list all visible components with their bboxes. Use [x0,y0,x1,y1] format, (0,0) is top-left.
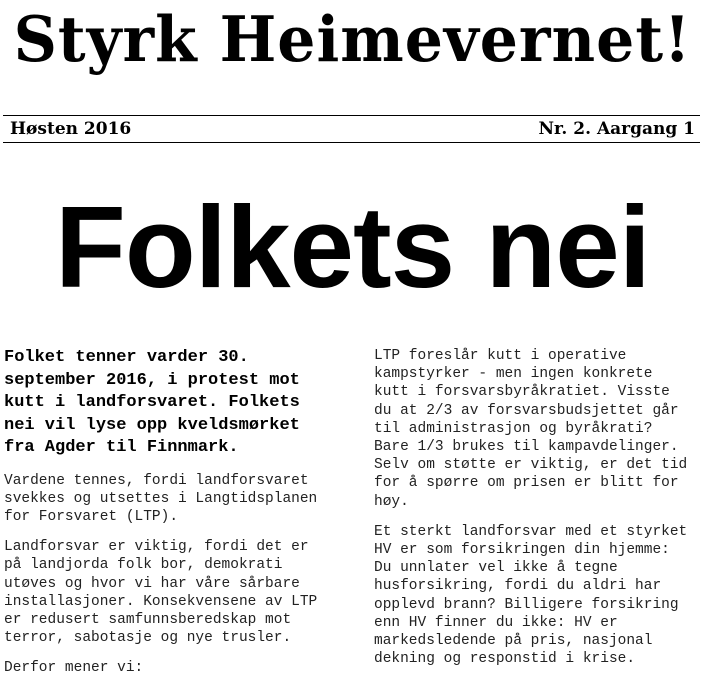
article-column-left [4,347,334,690]
article-column-right [374,347,694,680]
masthead-rule-top [3,115,700,116]
headline: Folkets nei [55,182,650,312]
issue-season: Høsten 2016 [10,119,132,139]
article-paragraph: Vardene tennes, fordi landforsvaret svekkes og utsettes i Langtidsplanen for Forsvaret (LTP). [4,472,318,525]
masthead-title: Styrk Heimevernet! [13,3,692,77]
article-paragraph: Derfor mener vi: [4,660,144,677]
article-lead: Folket tenner varder 30. september 2016, i protest mot kutt i landforsvaret. Folkets nei vil lyse opp kveldsmørket fra Agder til Finnmark. [4,348,300,457]
masthead-rule-bottom [3,142,700,143]
issue-number: Nr. 2. Aargang 1 [538,119,695,139]
article-paragraph: LTP foreslår kutt i operative kampstyrker - men ingen konkrete kutt i forsvarsbyråkratiet. Visste du at 2/3 av forsvarsbudsjettet går til administrasjon og byråkrati? Bare 1/3 brukes til kampavdelinger. Selv om støtte er viktig, er det tid for å spørre om prisen er blitt for høy. [374,348,688,510]
issue-bar [10,117,695,141]
article-paragraph: Et sterkt landforsvar med et styrket HV er som forsikringen din hjemme: Du unnlater vel ikke å tegne husforsikring, fordi du aldri har opplevd brann? Billigere forsikring enn HV finner du ikke: HV er markedsledende på pris, nasjonal dekning og responstid i krise. [374,523,688,668]
article-paragraph: Landforsvar er viktig, fordi det er på landjorda folk bor, demokrati utøves og hvor vi har våre sårbare installasjoner. Konsekvensene av LTP er redusert samfunnsberedskap mot terror, sabotasje og nye trusler. [4,539,318,647]
